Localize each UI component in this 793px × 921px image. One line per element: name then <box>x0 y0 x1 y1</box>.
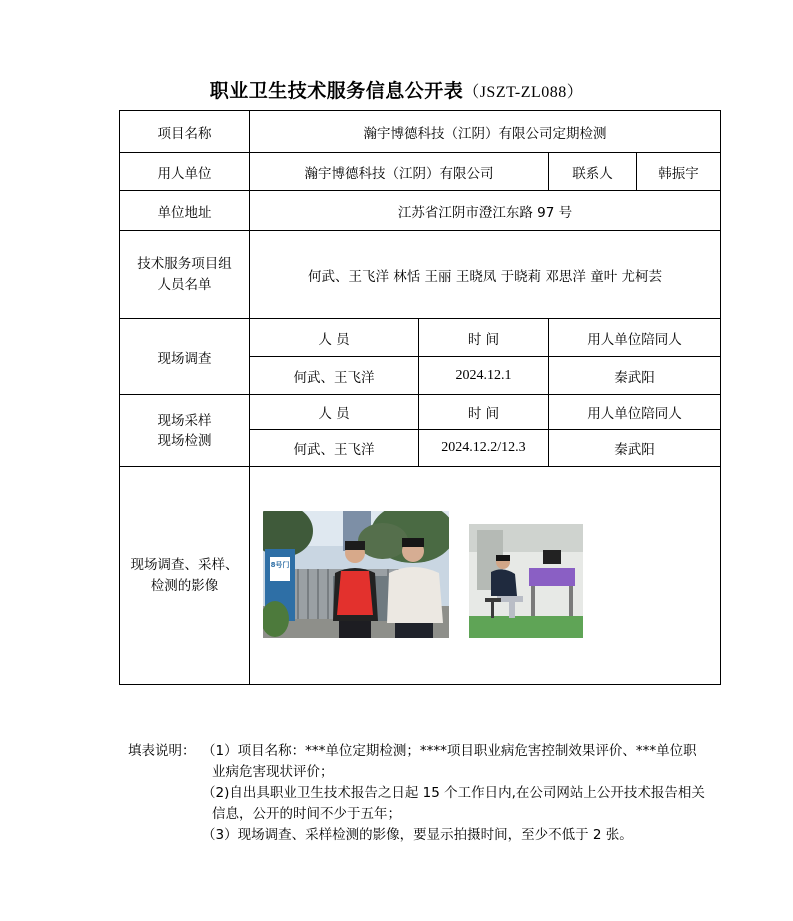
row-address <box>120 191 721 231</box>
gate-sign-text: 8号门 <box>270 561 290 569</box>
person1-legs <box>339 621 371 638</box>
team-label-line1: 技术服务项目组 <box>137 255 232 272</box>
site-photo-lab <box>469 524 583 638</box>
row-sampling-header <box>120 395 721 430</box>
address-label: 单位地址 <box>120 191 250 231</box>
media-label-line2: 检测的影像 <box>150 577 219 594</box>
note-item-1-line2: 业病危害现状评价； <box>212 764 334 780</box>
person1-vest <box>337 571 373 615</box>
person1-hair <box>345 541 365 550</box>
lab-floor <box>469 616 583 638</box>
note-item-1-line1: （1）项目名称：***单位定期检测；****项目职业病危害控制效果评价、***单位职 <box>202 743 697 759</box>
survey-col-time: 时 间 <box>419 319 549 357</box>
person3-lower-legs <box>509 602 515 618</box>
bench-leg-right <box>569 586 573 616</box>
stool-leg <box>491 602 494 618</box>
note-item-2-line2: 信息，公开的时间不少于五年； <box>212 806 401 822</box>
note-item-2-line1: （2)自出具职业卫生技术报告之日起 15 个工作日内,在公司网站上公开技术报告相关 <box>202 785 705 801</box>
workbench <box>529 568 575 586</box>
note-item-1 <box>128 741 728 783</box>
notes-section <box>128 741 728 846</box>
sampling-label-line1: 现场采样 <box>157 412 212 429</box>
person3-body <box>491 569 517 596</box>
team-label-line2: 人员名单 <box>157 276 212 293</box>
contact-value: 韩振宇 <box>637 153 721 191</box>
sampling-col-time: 时 间 <box>419 395 549 430</box>
media-label-line1: 现场调查、采样、 <box>130 556 239 573</box>
site-photo-gate-image <box>263 511 449 638</box>
site-photo-lab-image <box>469 524 583 638</box>
note-item-3-line1: （3）现场调查、采样检测的影像，要显示拍摄时间，至少不低于 2 张。 <box>202 827 633 843</box>
row-team <box>120 231 721 319</box>
document-code: （JSZT-ZL088） <box>463 84 584 101</box>
sampling-col-personnel: 人 员 <box>250 395 419 430</box>
sampling-label-line2: 现场检测 <box>157 432 212 449</box>
note-item-2 <box>128 783 728 825</box>
person2-jacket <box>387 567 443 623</box>
row-employer <box>120 153 721 191</box>
contact-label: 联系人 <box>549 153 637 191</box>
sampling-label <box>120 395 250 467</box>
monitor <box>543 550 561 564</box>
info-table <box>119 110 721 685</box>
sampling-companion: 秦武阳 <box>549 430 721 467</box>
survey-personnel: 何武、王飞洋 <box>250 357 419 395</box>
sampling-time: 2024.12.2/12.3 <box>419 430 549 467</box>
tree-mid <box>358 523 408 559</box>
survey-col-personnel: 人 员 <box>250 319 419 357</box>
document-title-text: 职业卫生技术服务信息公开表 <box>209 80 464 102</box>
project-name-label: 项目名称 <box>120 111 250 153</box>
row-media <box>120 467 721 685</box>
team-label <box>120 231 250 319</box>
stool <box>485 598 501 602</box>
person2-hair <box>402 538 424 547</box>
survey-time: 2024.12.1 <box>419 357 549 395</box>
bench-leg-left <box>531 586 535 616</box>
site-photo-gate <box>263 511 449 638</box>
survey-companion: 秦武阳 <box>549 357 721 395</box>
address-value: 江苏省江阴市澄江东路 97 号 <box>250 191 721 231</box>
employer-label: 用人单位 <box>120 153 250 191</box>
notes-label: 填表说明： <box>128 743 196 759</box>
media-label <box>120 467 250 685</box>
document-title <box>0 76 793 103</box>
project-name-value: 瀚宇博德科技（江阴）有限公司定期检测 <box>250 111 721 153</box>
survey-label: 现场调查 <box>120 319 250 395</box>
person2-legs <box>395 623 433 638</box>
person3-hair <box>496 555 510 561</box>
employer-value: 瀚宇博德科技（江阴）有限公司 <box>250 153 549 191</box>
media-cell <box>250 467 721 685</box>
row-project-name <box>120 111 721 153</box>
sampling-personnel: 何武、王飞洋 <box>250 430 419 467</box>
sampling-col-companion: 用人单位陪同人 <box>549 395 721 430</box>
survey-col-companion: 用人单位陪同人 <box>549 319 721 357</box>
row-survey-header <box>120 319 721 357</box>
team-value: 何武、王飞洋 林恬 王丽 王晓凤 于晓莉 邓思洋 童叶 尤柯芸 <box>250 231 721 319</box>
note-item-3 <box>128 825 728 846</box>
